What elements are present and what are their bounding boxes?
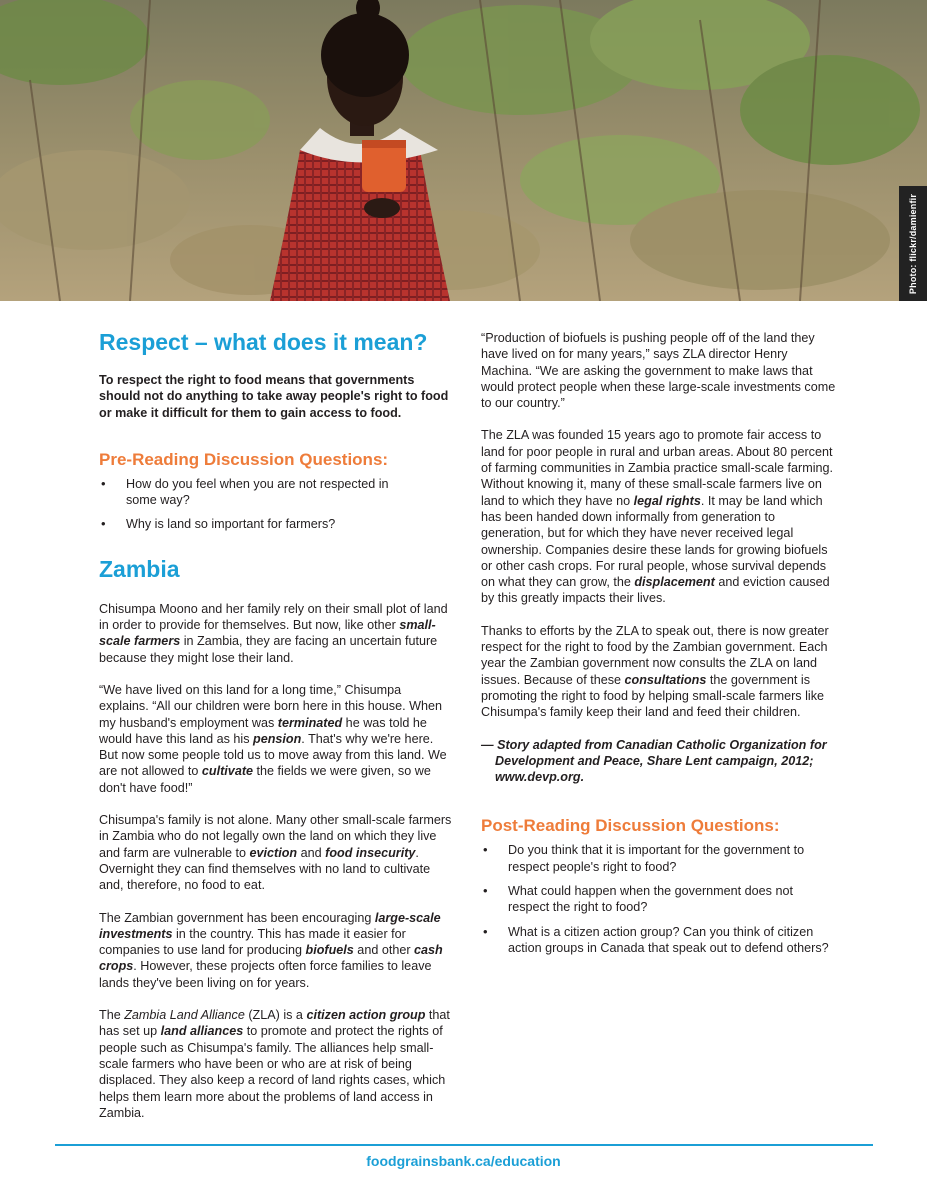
emphasis-term: large-scale investments [99,910,441,941]
left-column [99,328,454,1121]
right-paragraph-3 [481,623,837,721]
post-reading-heading: Post-Reading Discussion Questions: [481,816,780,836]
zambia-heading: Zambia [99,555,180,582]
text-run: “We have lived on this land for a long time,” Chisumpa explains. “All our children were born here in this house. When my husband's employment was [99,682,443,730]
emphasis-term: cultivate [201,764,254,779]
story-attribution: — Story adapted from Canadian Catholic Organization for Development and Peace, Share Lent campaign, 2012; www.devp.org. [481,737,827,785]
text-run: that has set up [99,1008,450,1039]
text-run: and eviction caused by this greatly impacts their lives. [481,575,830,606]
text-run: the government is promoting the right to food by helping small-scale farmers like Chisumpa's family keep their land and feed their children. [481,672,824,720]
list-item: • Do you think that it is important for the government to respect people's right to food? [481,842,837,875]
photo-credit [899,186,927,301]
hero-photo [0,0,927,301]
text-run: Chisumpa Moono and her family rely on their small plot of land in order to provide for themselves. But now, like other [99,601,448,633]
list-item: • What is a citizen action group? Can you think of citizen action groups in Canada that speak out to defend others? [481,924,837,957]
emphasis-term: biofuels [305,943,354,958]
photo-credit-text: Photo: flickr/damienfir [908,193,918,294]
emphasis-term: citizen action group [306,1008,426,1023]
text-run: The Zambian government has been encouraging [99,910,375,925]
text-run: The [99,1008,125,1023]
text-run: in Zambia, they are facing an uncertain future because they might lose their land. [99,634,438,665]
emphasis-term: consultations [624,672,707,687]
emphasis-term: land alliances [160,1024,244,1039]
emphasis-term: food insecurity [325,845,416,860]
text-run: . However, these projects often force families to leave lands they've been living on for years. [99,959,432,990]
emphasis-term: cash crops [99,943,443,974]
respect-intro: To respect the right to food means that governments should not do anything to take away people's right to food or make it difficult for them to gain access to food. [99,373,449,420]
text-run: . It may be land which has been handed down informally from generation to generation, but for which they have never received legal ownership. Companies desire these lands for growing biofuels or other cash crops. For rural people, whose survival depends on what they can grow, the [481,493,828,590]
zambia-paragraph-5 [99,1007,454,1121]
photo-girl-in-field-icon [0,0,927,301]
text-run: and other [353,943,415,958]
post-reading-list [481,842,837,956]
text-run: in the country. This has made it easier for companies to use land for producing [99,926,406,958]
right-column [481,330,837,964]
pre-reading-list [99,476,454,533]
emphasis-term: displacement [634,575,715,590]
zambia-paragraph-2 [99,682,454,796]
zambia-paragraph-3 [99,812,454,893]
zambia-paragraph-1 [99,601,454,666]
text-run: and [297,845,326,860]
pre-reading-heading: Pre-Reading Discussion Questions: [99,449,389,469]
emphasis-term: Zambia Land Alliance [124,1008,245,1023]
text-run: Thanks to efforts by the ZLA to speak out, there is now greater respect for the right to food by the Zambian government. Each year the Zambian government now consults the ZLA on land issues. Because of these [481,623,829,687]
list-item: • How do you feel when you are not respected in some way? [99,476,454,509]
list-item: • What could happen when the government does not respect the right to food? [481,883,837,916]
emphasis-term: terminated [277,715,343,730]
text-run: he was told he would have this land as his [99,715,427,746]
emphasis-term: legal rights [633,493,701,508]
right-paragraph-2 [481,427,837,606]
text-run: The ZLA was founded 15 years ago to promote fair access to land for poor people in rural and urban areas. About 80 percent of farming communities in Zambia practice small-scale farming. Without knowing it, many of these small-scale farmers live on land to which they have no [481,428,834,508]
text-run: the fields we were given, so we don't have food!” [99,764,431,795]
text-run: Chisumpa's family is not alone. Many other small-scale farmers in Zambia who do not legally own the land on which they live and farm are vulnerable to [99,813,452,860]
zambia-paragraph-4 [99,910,454,991]
text-run: (ZLA) is a [244,1008,307,1023]
emphasis-term: small-scale farmers [99,618,436,649]
text-run: . Overnight they can find themselves with no land to cultivate and, therefore, no food to eat. [99,845,431,893]
emphasis-term: pension [253,731,302,746]
footer-link[interactable]: foodgrainsbank.ca/education [366,1153,561,1169]
emphasis-term: eviction [249,845,298,860]
text-run: to promote and protect the rights of people such as Chisumpa's family. The alliances help small-scale farmers who have been or who are at risk of being displaced. They also keep a record of land rights cases, which helps them learn more about the problems of land access in Zambia. [99,1024,446,1120]
respect-heading: Respect – what does it mean? [99,329,428,355]
right-paragraph-1: “Production of biofuels is pushing people off of the land they have lived on for many years,” says ZLA director Henry Machina. “We are asking the government to make laws that would protect people when these large-scale investments come to our country.” [481,331,836,411]
list-item: • Why is land so important for farmers? [99,516,454,532]
footer-divider [55,1144,873,1146]
text-run: . That's why we're here. But now some people told us to move away from this land. We are not allowed to [99,731,447,779]
